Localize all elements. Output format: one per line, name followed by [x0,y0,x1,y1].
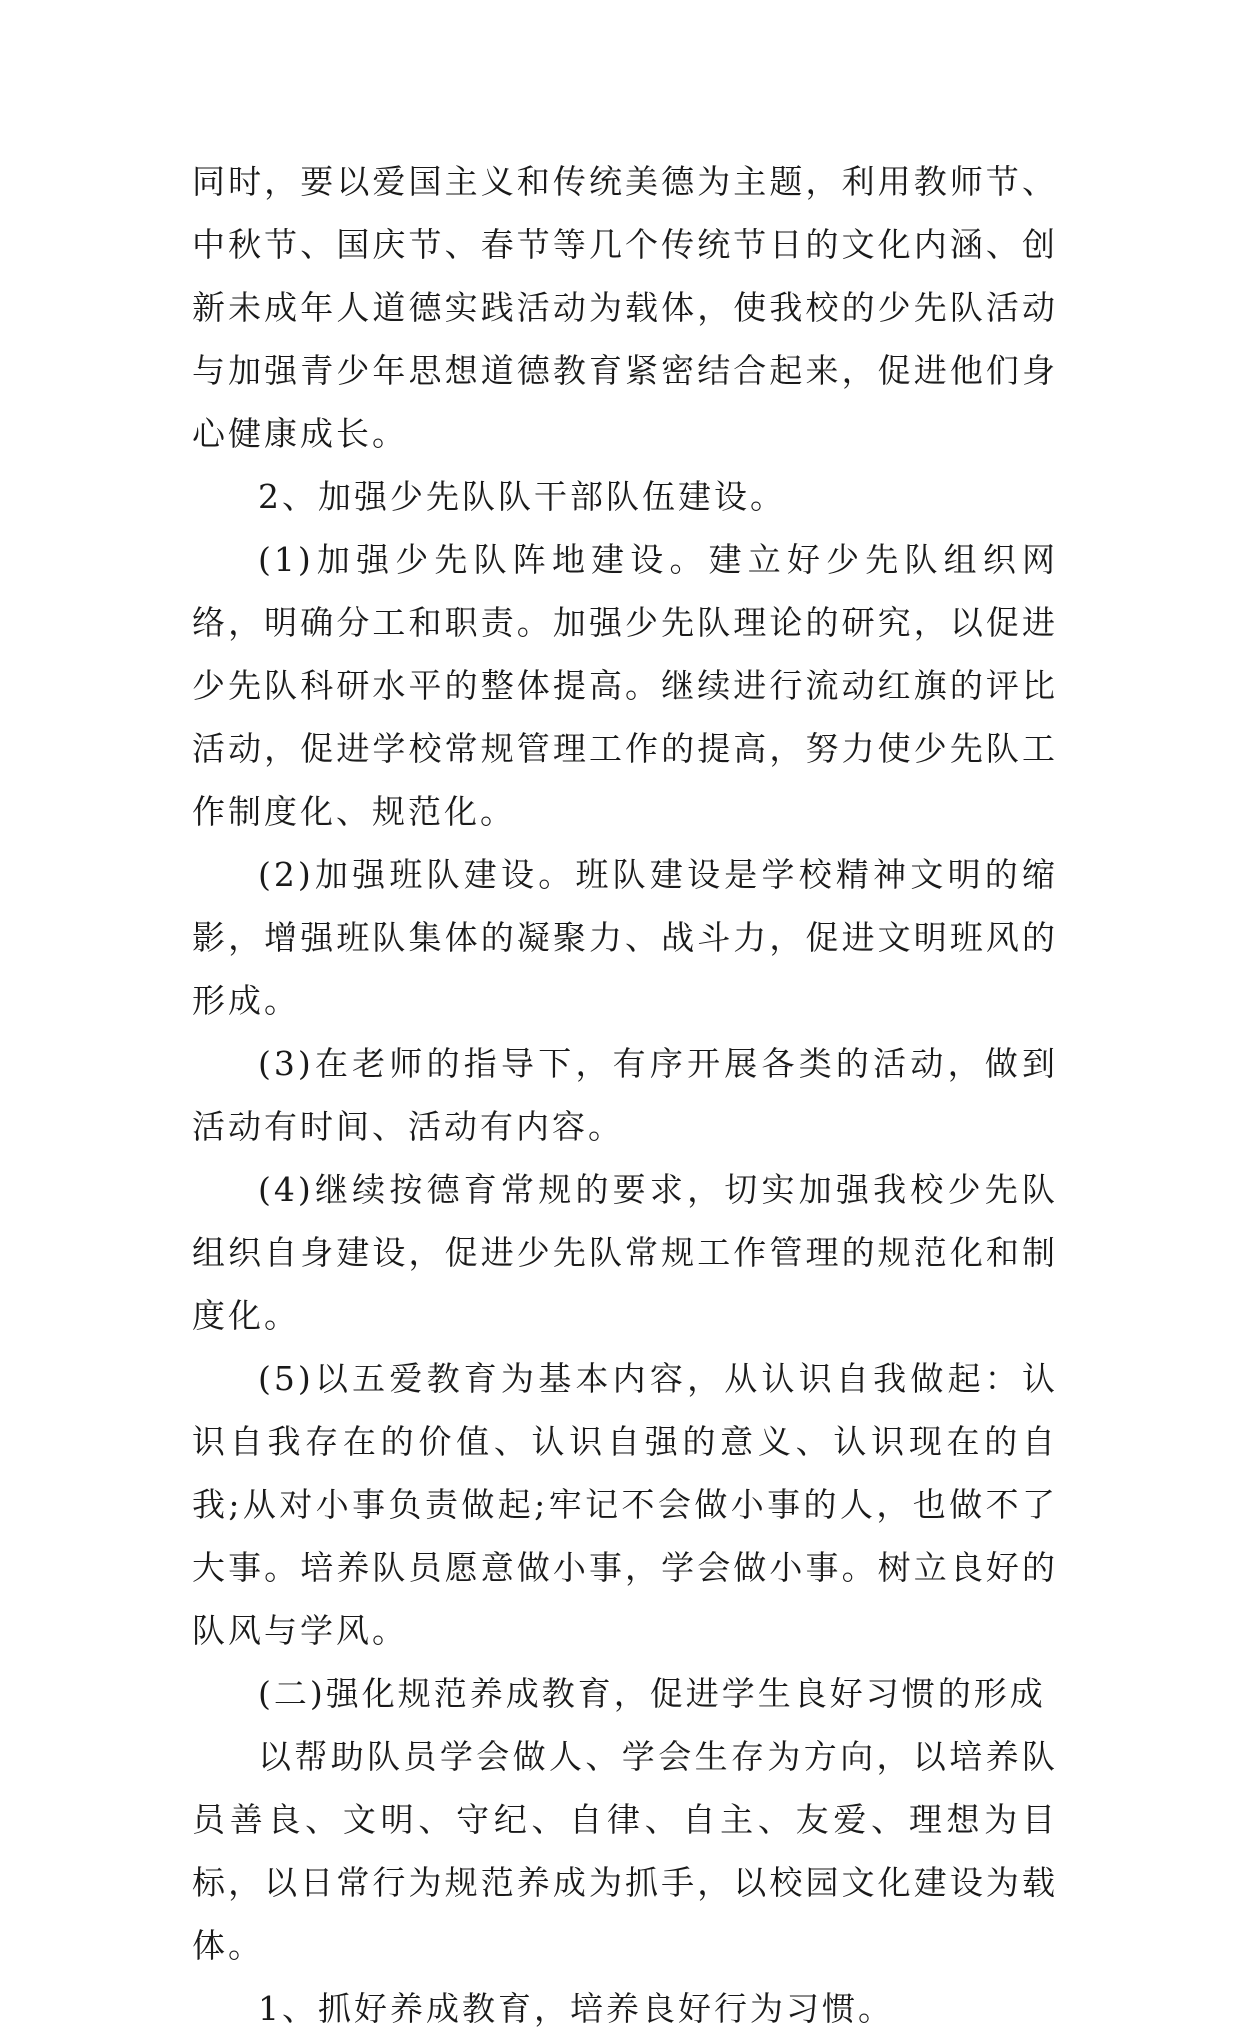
paragraph-section-2-body: 以帮助队员学会做人、学会生存为方向，以培养队员善良、文明、守纪、自律、自主、友爱、理想为目标，以日常行为规范养成为抓手，以校园文化建设为载体。 [192,1737,1058,1965]
paragraph-item-1: (1)加强少先队阵地建设。建立好少先队组织网络，明确分工和职责。加强少先队理论的研究，以促进少先队科研水平的整体提高。继续进行流动红旗的评比活动，促进学校常规管理工作的提高，努力使少先队工作制度化、规范化。 [192,540,1058,831]
paragraph-item-3: (3)在老师的指导下，有序开展各类的活动，做到活动有时间、活动有内容。 [192,1044,1058,1146]
paragraph-section-2: 2、加强少先队队干部队伍建设。 [258,477,786,516]
paragraph-subsection-1: 1、抓好养成教育，培养良好行为习惯。 [258,1989,894,2028]
paragraph-intro: 同时，要以爱国主义和传统美德为主题，利用教师节、中秋节、国庆节、春节等几个传统节日的文化内涵、创新未成年人道德实践活动为载体，使我校的少先队活动与加强青少年思想道德教育紧密结合起来，促进他们身心健康成长。 [192,162,1058,453]
document-page [192,150,1058,2040]
section-heading-2: (二)强化规范养成教育，促进学生良好习惯的形成 [258,1674,1046,1713]
paragraph-item-5: (5)以五爱教育为基本内容，从认识自我做起：认识自我存在的价值、认识自强的意义、认识现在的自我;从对小事负责做起;牢记不会做小事的人，也做不了大事。培养队员愿意做小事，学会做小事。树立良好的队风与学风。 [192,1359,1058,1650]
paragraph-item-2: (2)加强班队建设。班队建设是学校精神文明的缩影，增强班队集体的凝聚力、战斗力，促进文明班风的形成。 [192,855,1058,1020]
paragraph-item-4: (4)继续按德育常规的要求，切实加强我校少先队组织自身建设，促进少先队常规工作管理的规范化和制度化。 [192,1170,1058,1335]
